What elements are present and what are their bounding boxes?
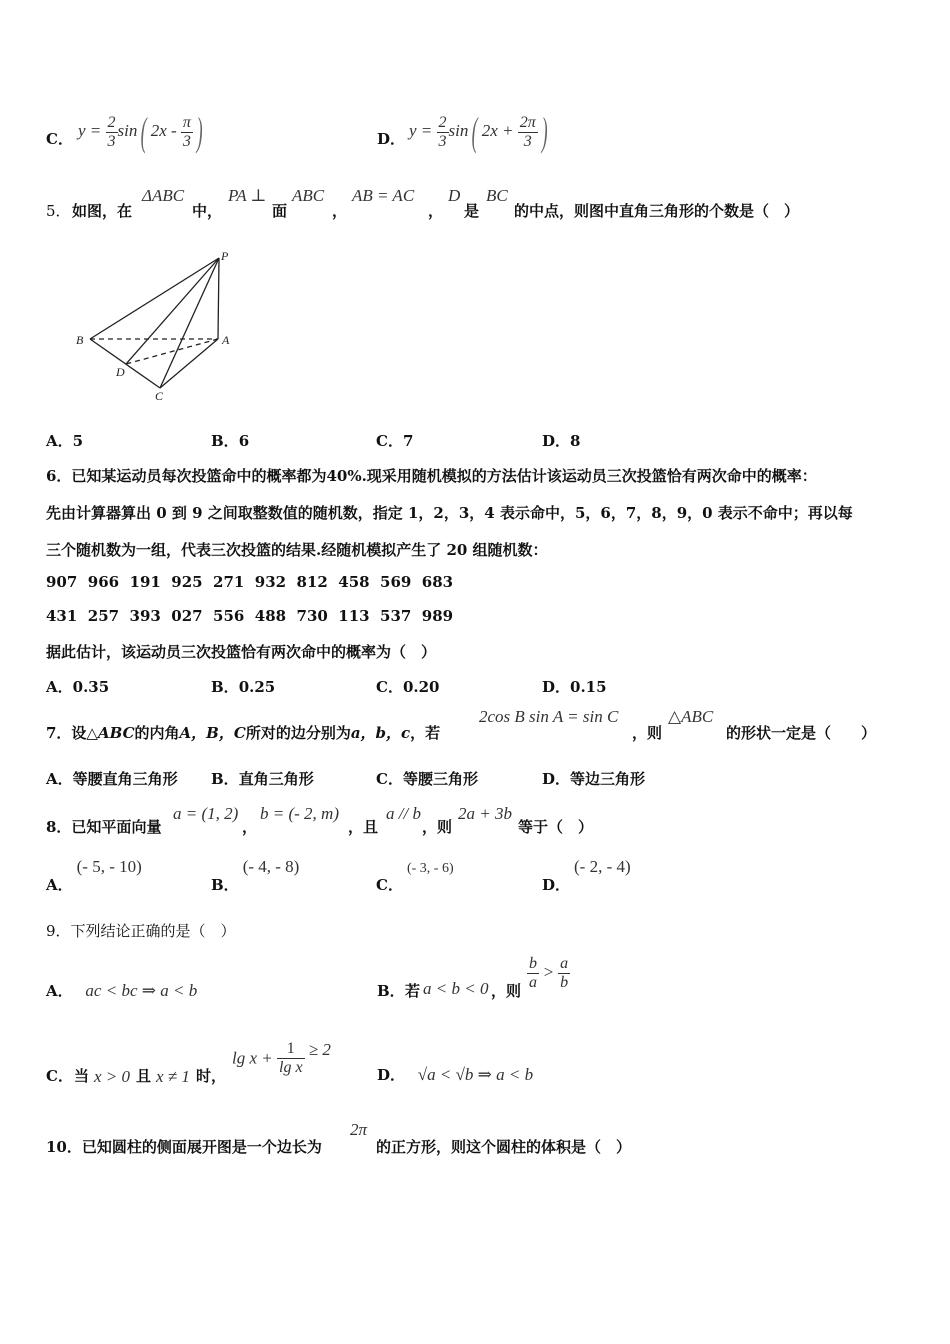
q6-random-row-2: 431 257 393 027 556 488 730 113 537 989 [46,607,454,625]
q8-stem: 8．已知平面向量 a = (1, 2) ， b = (- 2, m) ，且 a // b ，则 2a + 3b 等于（ ） [46,804,594,836]
option-b[interactable]: B．(- 4, - 8) [211,857,300,894]
option-c[interactable]: C．0.20 [376,678,440,696]
option-c[interactable]: C．(- 3, - 6) [376,861,454,894]
option-d[interactable]: D．8 [542,432,581,450]
label-D: D [116,365,125,379]
q10-stem: 10．已知圆柱的侧面展开图是一个边长为 2π 的正方形，则这个圆柱的体积是（ ） [46,1120,632,1156]
q6-line3: 三个随机数为一组，代表三次投篮的结果.经随机模拟产生了 20 组随机数： [46,541,548,559]
q6-options [46,676,746,696]
option-d[interactable]: D．等边三角形 [542,770,646,788]
option-b[interactable]: B．直角三角形 [211,770,314,788]
edge-PA [218,258,219,339]
q9-option-a[interactable]: A． ac < bc ⇒ a < b [46,981,198,1000]
q4-option-d [377,104,677,154]
math-expr: y = $\frac{2}{3}$ sin( 2x + $\frac{2\pi}{3}$ ) [409,109,548,154]
q6-random-row-1: 907 966 191 925 271 932 812 458 569 683 [46,573,454,591]
option-a[interactable]: A．(- 5, - 10) [46,857,142,894]
math-expr: y = $\frac{2}{3}$ sin( 2x - $\frac{\pi}{3}$ ) [78,109,203,154]
label-A: A [222,333,230,347]
q9-option-d[interactable]: D． √a < √b ⇒ a < b [377,1065,534,1084]
q5-options [46,430,746,450]
option-label: C． [46,130,73,148]
edge-PD [126,258,219,364]
q5-pyramid-figure [70,248,240,404]
option-b[interactable]: B．6 [211,432,250,450]
q6-line4: 据此估计，该运动员三次投篮恰有两次命中的概率为（ ） [46,643,437,661]
edge-PC [160,258,219,388]
option-label: D． [377,130,406,148]
q9-option-c[interactable]: C． 当 x > 0 且 x ≠ 1 时， lg x + $\frac{1}{\text{lg x}}$ ≥ 2 [46,1040,331,1086]
q9-title: 9．下列结论正确的是（ ） [46,922,236,940]
label-P: P [221,249,229,263]
edge-BC [90,339,160,388]
q6-line2: 先由计算器算出 0 到 9 之间取整数值的随机数，指定 1，2，3，4 表示命中，5，6，7，8，9，0 表示不命中；再以每 [46,504,853,522]
q6-line1: 6．已知某运动员每次投篮命中的概率都为40%.现采用随机模拟的方法估计该运动员三次投篮恰有两次命中的概率： [46,467,817,485]
q4-option-c [46,104,346,154]
edge-PB [90,258,219,339]
label-C: C [155,389,164,403]
option-c[interactable]: C．等腰三角形 [376,770,478,788]
option-a[interactable]: A．5 [46,432,84,450]
q7-options [46,768,746,788]
q8-options [46,856,746,896]
option-c[interactable]: C．7 [376,432,414,450]
option-b[interactable]: B．0.25 [211,678,276,696]
q5-stem: 5． 如图，在 ΔABC 中， PA ⊥ 面 ABC ， AB = AC ， D 是 BC 的中点，则图中直角三角形的个数是（ ） [46,186,800,220]
option-a[interactable]: A．0.35 [46,678,110,696]
option-a[interactable]: A．等腰直角三角形 [46,770,178,788]
option-d[interactable]: D．(- 2, - 4) [542,857,631,894]
q7-stem: 7．设△ABC的内角A，B，C所对的边分别为a，b，c，若 2cos B sin A = sin C ，则 △ABC 的形状一定是（ ） [46,707,877,742]
option-d[interactable]: D．0.15 [542,678,607,696]
label-B: B [76,333,84,347]
